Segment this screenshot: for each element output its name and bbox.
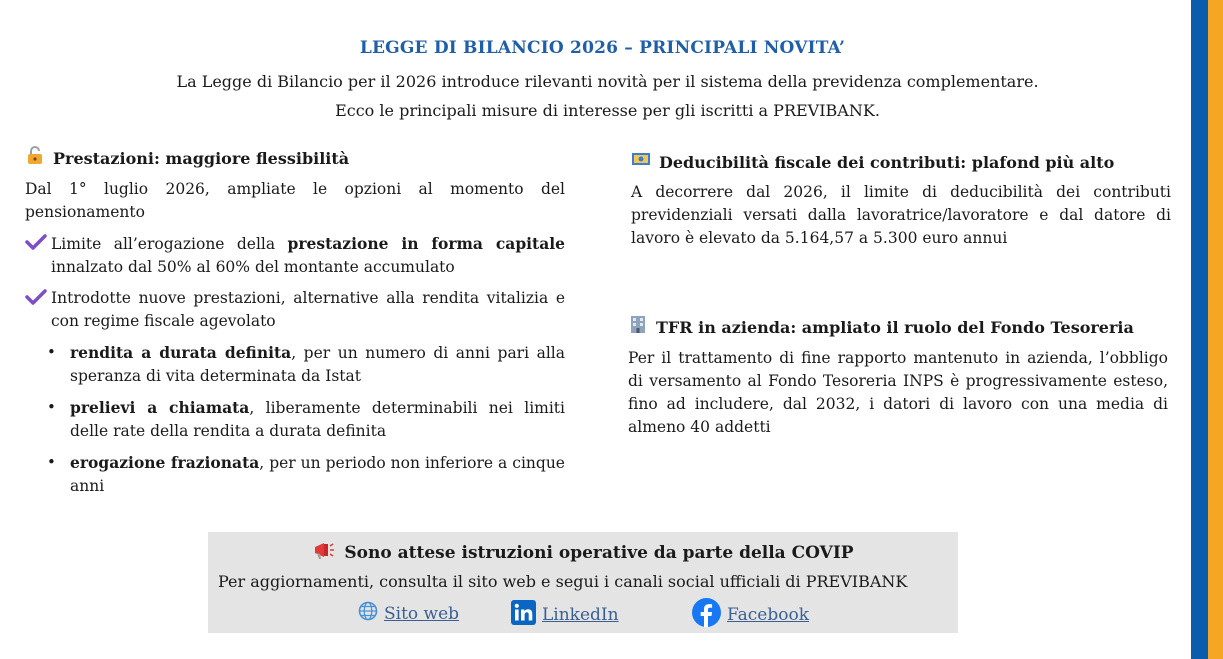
covip-notice-box: [208, 532, 958, 633]
check-item-capitale: Limite all’erogazione della prestazione in forma capitale innalzato dal 50% al 60% del montante accumulato: [25, 232, 565, 279]
list-item: • rendita a durata definita, per un numero di anni pari alla speranza di vita determinata da Istat: [47, 343, 565, 385]
tfr-text: Per il trattamento di fine rapporto mantenuto in azienda, l’obbligo di versamento al Fondo Tesoreria INPS è progressivamente esteso, fino ad includere, dal 2032, i datori di lavoro con una media di almeno 40 addetti: [628, 349, 1168, 436]
tfr-heading: TFR in azienda: ampliato il ruolo del Fondo Tesoreria: [628, 314, 1168, 340]
unlock-icon: [25, 145, 45, 171]
list-item: • erogazione frazionata, per un periodo non inferiore a cinque anni: [47, 453, 565, 495]
office-building-icon: [628, 314, 648, 340]
list-item: • prelievi a chiamata, liberamente determinabili nei limiti delle rate della rendita a durata definita: [47, 398, 565, 440]
megaphone-icon: [312, 540, 336, 565]
tfr-section: [628, 314, 1168, 439]
facebook-link[interactable]: Facebook: [692, 598, 809, 632]
covip-notice-text: Per aggiornamenti, consulta il sito web e segui i canali social ufficiali di PREVIBANK: [218, 572, 908, 591]
intro-line-2: Ecco le principali misure di interesse per gli iscritti a PREVIBANK.: [335, 101, 880, 120]
intro-line-1: La Legge di Bilancio per il 2026 introduce rilevanti novità per il sistema della previdenza complementare.: [176, 72, 1039, 91]
covip-notice-title: Sono attese istruzioni operative da parte della COVIP: [208, 540, 958, 565]
check-item-nuove-prestazioni: Introdotte nuove prestazioni, alternative alla rendita vitalizia e con regime fiscale agevolato: [25, 287, 565, 333]
linkedin-icon: [511, 600, 536, 630]
bullet-icon: •: [47, 343, 56, 361]
intro-text: [0, 67, 1215, 125]
money-icon: [631, 150, 651, 174]
website-link[interactable]: Sito web: [358, 601, 459, 626]
prestazioni-intro: Dal 1° luglio 2026, ampliate le opzioni al momento del pensionamento: [25, 180, 565, 221]
prestazioni-section: [25, 145, 565, 498]
check-icon: [25, 234, 51, 257]
page-title: LEGGE DI BILANCIO 2026 – PRINCIPALI NOVITA’: [359, 38, 846, 58]
linkedin-link[interactable]: LinkedIn: [511, 600, 619, 630]
bullet-icon: •: [47, 398, 56, 416]
deducibilita-section: [631, 150, 1171, 250]
facebook-icon: [692, 598, 721, 632]
social-links: [208, 598, 958, 630]
prestazioni-heading: Prestazioni: maggiore flessibilità: [25, 145, 565, 171]
globe-icon: [358, 601, 378, 626]
deducibilita-heading: Deducibilità fiscale dei contributi: plafond più alto: [631, 150, 1171, 174]
deducibilita-text: A decorrere dal 2026, il limite di deducibilità dei contributi previdenziali versati dalla lavoratrice/lavoratore e dal datore di lavoro è elevato da 5.164,57 a 5.300 euro annui: [631, 183, 1171, 247]
check-icon: [25, 289, 51, 312]
bullet-icon: •: [47, 453, 56, 471]
